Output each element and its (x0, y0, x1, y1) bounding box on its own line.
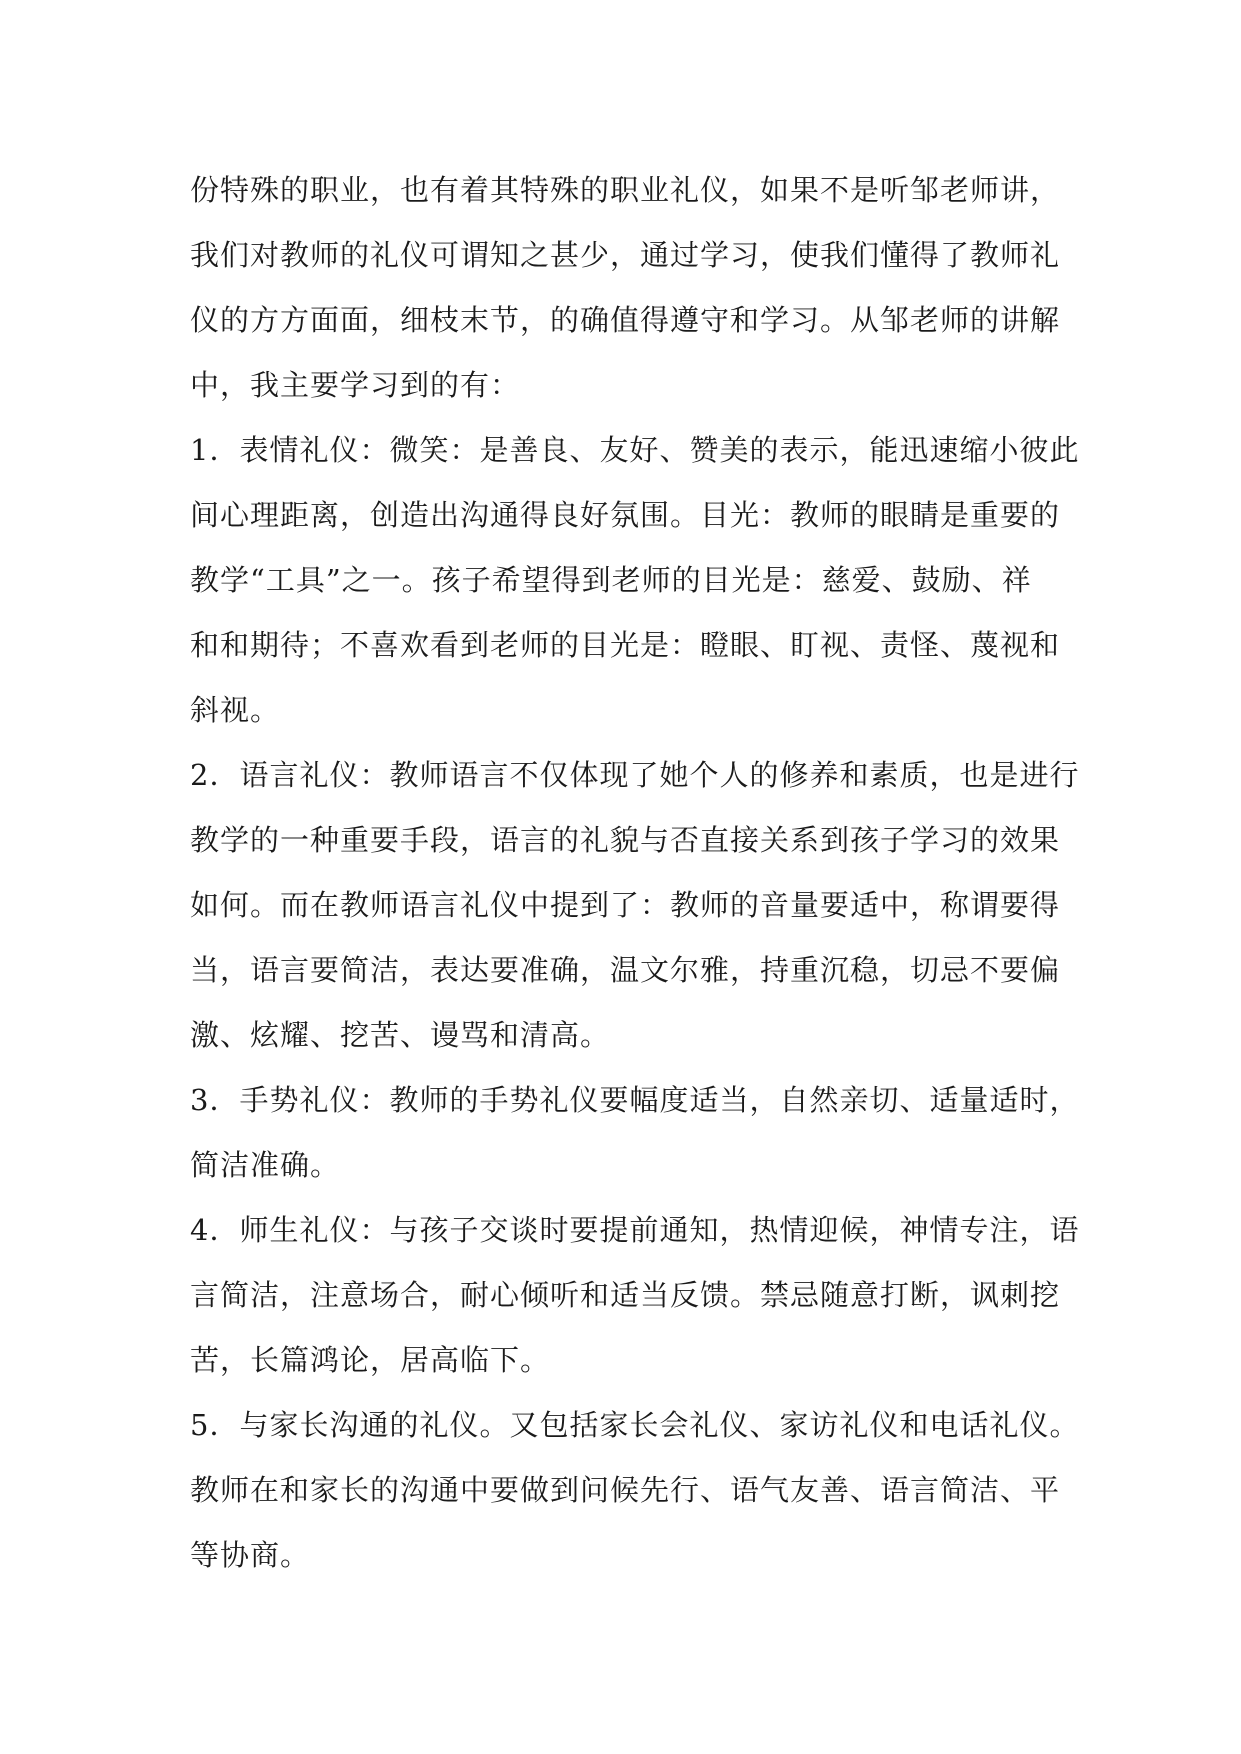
text-line: 1．表情礼仪：微笑：是善良、友好、赞美的表示，能迅速缩小彼此 (190, 433, 1080, 467)
text-line: 言简洁，注意场合，耐心倾听和适当反馈。禁忌随意打断，讽刺挖 (190, 1278, 1061, 1312)
text-line: 间心理距离，创造出沟通得良好氛围。目光：教师的眼睛是重要的 (190, 498, 1061, 532)
text-line: 4．师生礼仪：与孩子交谈时要提前通知，热情迎候，神情专注，语 (190, 1213, 1080, 1247)
text-line: 当，语言要简洁，表达要准确，温文尔雅，持重沉稳，切忌不要偏 (190, 953, 1061, 987)
document-body (190, 158, 1080, 1588)
text-line: 我们对教师的礼仪可谓知之甚少，通过学习，使我们懂得了教师礼 (190, 238, 1061, 272)
text-line: 中，我主要学习到的有： (190, 368, 521, 402)
text-line: 苦，长篇鸿论，居高临下。 (190, 1343, 551, 1377)
text-line: 和和期待；不喜欢看到老师的目光是：瞪眼、盯视、责怪、蔑视和 (190, 628, 1061, 662)
text-line: 仪的方方面面，细枝末节，的确值得遵守和学习。从邹老师的讲解 (190, 303, 1061, 337)
text-line: 份特殊的职业，也有着其特殊的职业礼仪，如果不是听邹老师讲， (190, 173, 1061, 207)
text-line: 3．手势礼仪：教师的手势礼仪要幅度适当，自然亲切、适量适时， (190, 1083, 1080, 1117)
text-line: 教学“工具”之一。孩子希望得到老师的目光是：慈爱、鼓励、祥 (190, 563, 1032, 597)
text-line: 等协商。 (190, 1538, 311, 1572)
text-line: 2．语言礼仪：教师语言不仅体现了她个人的修养和素质，也是进行 (190, 758, 1080, 792)
text-line: 如何。而在教师语言礼仪中提到了：教师的音量要适中，称谓要得 (190, 888, 1061, 922)
text-line: 激、炫耀、挖苦、谩骂和清高。 (190, 1018, 611, 1052)
text-line: 斜视。 (190, 693, 281, 727)
text-line: 教学的一种重要手段，语言的礼貌与否直接关系到孩子学习的效果 (190, 823, 1061, 857)
text-line: 教师在和家长的沟通中要做到问候先行、语气友善、语言简洁、平 (190, 1473, 1061, 1507)
text-line: 简洁准确。 (190, 1148, 341, 1182)
text-line: 5．与家长沟通的礼仪。又包括家长会礼仪、家访礼仪和电话礼仪。 (190, 1408, 1080, 1442)
